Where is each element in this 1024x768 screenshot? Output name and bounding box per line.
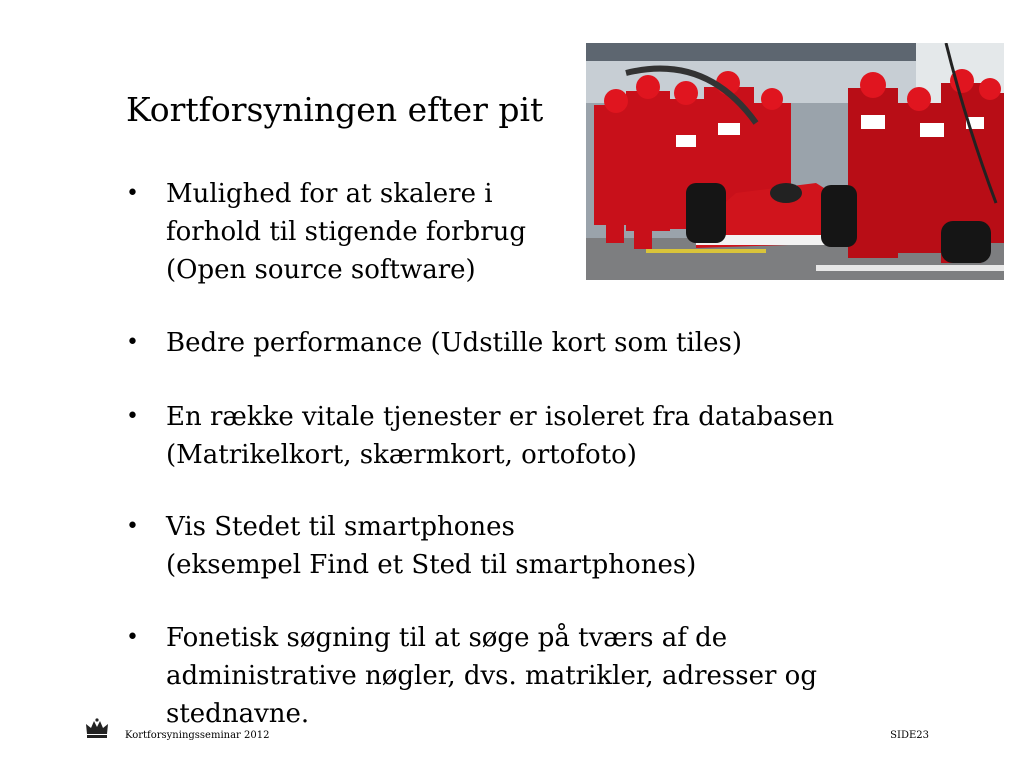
bullet-item <box>126 619 866 733</box>
bullet-marker: • <box>126 404 139 429</box>
bullet-item <box>126 398 866 474</box>
bullet-item <box>126 508 866 584</box>
bullet-text: Fonetisk søgning til at søge på tværs af de administrative nøgler, dvs. matrikler, adresser og stednavne. <box>166 623 817 729</box>
bullet-item <box>126 175 866 289</box>
bullet-text: Vis Stedet til smartphones (eksempel Find et Sted til smartphones) <box>166 512 697 580</box>
footer-page-number: SIDE23 <box>890 730 929 741</box>
bullet-marker: • <box>126 514 139 539</box>
slide-title: Kortforsyningen efter pit <box>126 90 544 129</box>
bullet-marker: • <box>126 625 139 650</box>
bullet-text: Bedre performance (Udstille kort som tiles) <box>166 328 742 358</box>
crown-icon <box>84 718 110 740</box>
footer-seminar-label: Kortforsyningsseminar 2012 <box>125 730 270 741</box>
bullet-item <box>126 324 866 362</box>
bullet-text: Mulighed for at skalere i forhold til stigende forbrug (Open source software) <box>166 179 527 285</box>
slide-footer <box>84 722 944 746</box>
bullet-text: En række vitale tjenester er isoleret fra databasen (Matrikelkort, skærmkort, ortofoto) <box>166 402 834 470</box>
bullet-marker: • <box>126 330 139 355</box>
bullet-marker: • <box>126 181 139 206</box>
